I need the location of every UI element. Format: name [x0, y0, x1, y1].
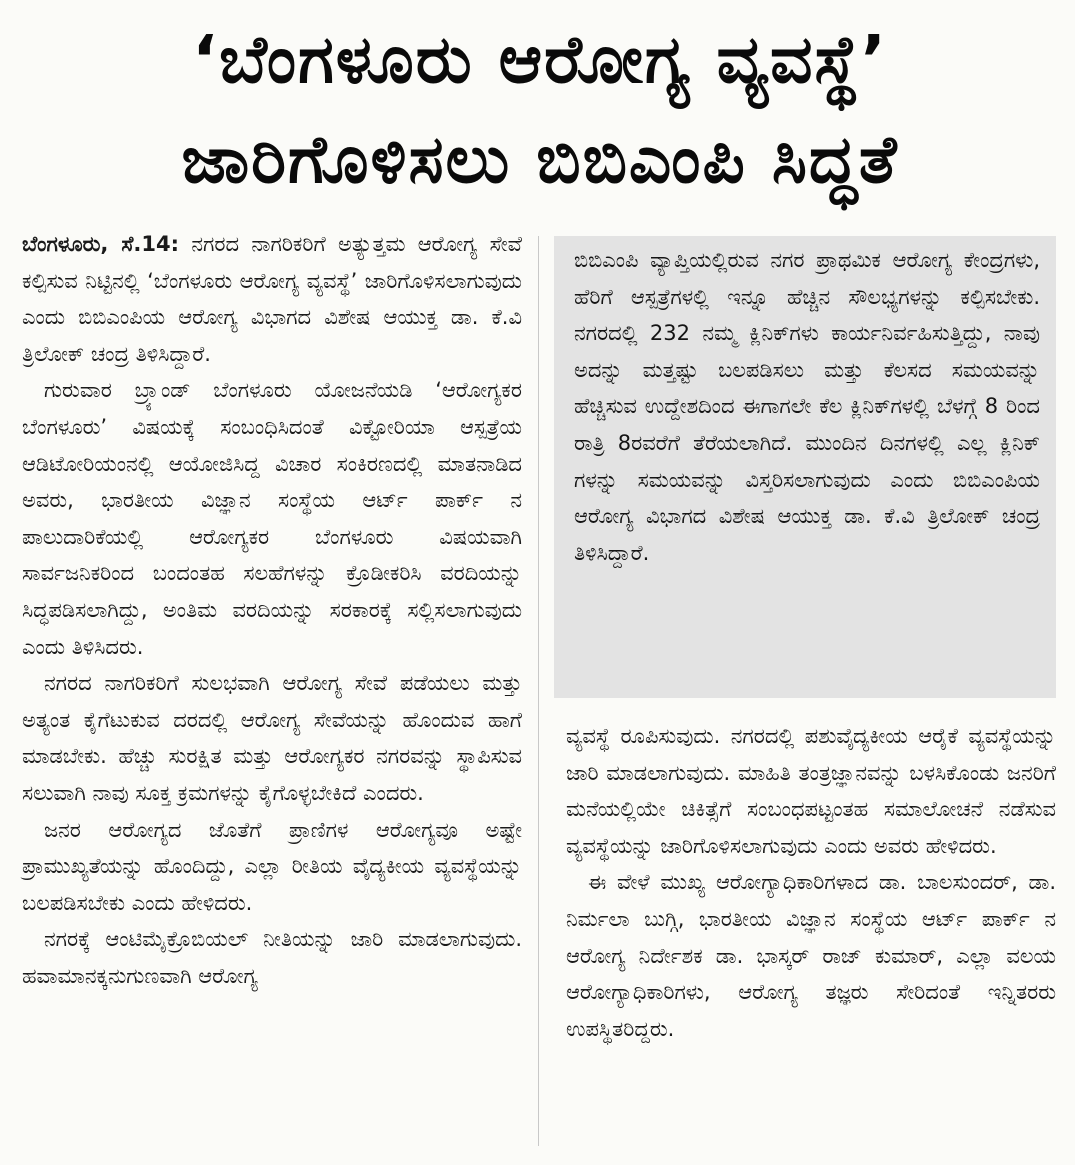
right-column [566, 718, 1056, 1047]
headline-line-1: ‘ಬೆಂಗಳೂರು ಆರೋಗ್ಯ ವ್ಯವಸ್ಥೆ’ [192, 21, 888, 98]
highlight-box-text [574, 242, 1040, 571]
highlight-box [554, 236, 1056, 698]
headline-line-2: ಜಾರಿಗೊಳಿಸಲು ಬಿಬಿಎಂಪಿ ಸಿದ್ಧತೆ [181, 121, 899, 198]
highlight-paragraph: ಬಿಬಿಎಂಪಿ ವ್ಯಾಪ್ತಿಯಲ್ಲಿರುವ ನಗರ ಪ್ರಾಥಮಿಕ ಆರೋಗ್ಯ ಕೇಂದ್ರಗಳು, ಹೆರಿಗೆ ಆಸ್ಪತ್ರೆಗಳಲ್ಲಿ ಇನ್ನೂ ಹೆಚ್ಚಿನ ಸೌಲಭ್ಯಗಳನ್ನು ಕಲ್ಪಿಸಬೇಕು. ನಗರದಲ್ಲಿ 232 ನಮ್ಮ ಕ್ಲಿನಿಕ್‌ಗಳು ಕಾರ್ಯನಿರ್ವಹಿಸುತ್ತಿದ್ದು, ನಾವು ಅದನ್ನು ಮತ್ತಷ್ಟು ಬಲಪಡಿಸಲು ಮತ್ತು ಕೆಲಸದ ಸಮಯವನ್ನು ಹೆಚ್ಚಿಸುವ ಉದ್ದೇಶದಿಂದ ಈಗಾಗಲೇ ಕೆಲ ಕ್ಲಿನಿಕ್‌ಗಳಲ್ಲಿ ಬೆಳಗ್ಗೆ 8 ರಿಂದ ರಾತ್ರಿ 8ರವರೆಗೆ ತೆರೆಯಲಾಗಿದೆ. ಮುಂದಿನ ದಿನಗಳಲ್ಲಿ ಎಲ್ಲ ಕ್ಲಿನಿಕ್ ಗಳನ್ನು ಸಮಯವನ್ನು ವಿಸ್ತರಿಸಲಾಗುವುದು ಎಂದು ಬಿಬಿಎಂಪಿಯ ಆರೋಗ್ಯ ವಿಭಾಗದ ವಿಶೇಷ ಆಯುಕ್ತ ಡಾ. ಕೆ.ವಿ ತ್ರಿಲೋಕ್ ಚಂದ್ರ ತಿಳಿಸಿದ್ದಾರೆ. [574, 248, 1040, 565]
left-column [22, 226, 522, 994]
column-divider [538, 236, 539, 1146]
article-paragraph: ಗುರುವಾರ ಬ್ರ್ಯಾಂಡ್ ಬೆಂಗಳೂರು ಯೋಜನೆಯಡಿ ‘ಆರೋಗ್ಯಕರ ಬೆಂಗಳೂರು’ ವಿಷಯಕ್ಕೆ ಸಂಬಂಧಿಸಿದಂತೆ ವಿಕ್ಟೋರಿಯಾ ಆಸ್ಪತ್ರೆಯ ಆಡಿಟೋರಿಯಂನಲ್ಲಿ ಆಯೋಜಿಸಿದ್ದ ವಿಚಾರ ಸಂಕಿರಣದಲ್ಲಿ ಮಾತನಾಡಿದ ಅವರು, ಭಾರತೀಯ ವಿಜ್ಞಾನ ಸಂಸ್ಥೆಯ ಆರ್ಟ್ ಪಾರ್ಕ್ ನ ಪಾಲುದಾರಿಕೆಯಲ್ಲಿ ಆರೋಗ್ಯಕರ ಬೆಂಗಳೂರು ವಿಷಯವಾಗಿ ಸಾರ್ವಜನಿಕರಿಂದ ಬಂದಂತಹ ಸಲಹೆಗಳನ್ನು ಕ್ರೊಡೀಕರಿಸಿ ವರದಿಯನ್ನು ಸಿದ್ಧಪಡಿಸಲಾಗಿದ್ದು, ಅಂತಿಮ ವರದಿಯನ್ನು ಸರಕಾರಕ್ಕೆ ಸಲ್ಲಿಸಲಾಗುವುದು ಎಂದು ತಿಳಿಸಿದರು. [22, 378, 522, 659]
article-paragraph: ಜನರ ಆರೋಗ್ಯದ ಜೊತೆಗೆ ಪ್ರಾಣಿಗಳ ಆರೋಗ್ಯವೂ ಅಷ್ಟೇ ಪ್ರಾಮುಖ್ಯತೆಯನ್ನು ಹೊಂದಿದ್ದು, ಎಲ್ಲಾ ರೀತಿಯ ವೈದ್ಯಕೀಯ ವ್ಯವಸ್ಥೆಯನ್ನು ಬಲಪಡಿಸಬೇಕು ಎಂದು ಹೇಳಿದರು. [22, 817, 522, 915]
article-paragraph: ನಗರಕ್ಕೆ ಆಂಟಿಮೈಕ್ರೊಬಿಯಲ್ ನೀತಿಯನ್ನು ಜಾರಿ ಮಾಡಲಾಗುವುದು. ಹವಾಮಾನಕ್ಕನುಗುಣವಾಗಿ ಆರೋಗ್ಯ [22, 927, 522, 988]
article-paragraph: ಈ ವೇಳೆ ಮುಖ್ಯ ಆರೋಗ್ಯಾಧಿಕಾರಿಗಳಾದ ಡಾ. ಬಾಲಸುಂದರ್, ಡಾ. ನಿರ್ಮಲಾ ಬುಗ್ಗಿ, ಭಾರತೀಯ ವಿಜ್ಞಾನ ಸಂಸ್ಥೆಯ ಆರ್ಟ್ ಪಾರ್ಕ್ ನ ಆರೋಗ್ಯ ನಿರ್ದೇಶಕ ಡಾ. ಭಾಸ್ಕರ್ ರಾಜ್ ಕುಮಾರ್, ಎಲ್ಲಾ ವಲಯ ಆರೋಗ್ಯಾಧಿಕಾರಿಗಳು, ಆರೋಗ್ಯ ತಜ್ಞರು ಸೇರಿದಂತೆ ಇನ್ನಿತರರು ಉಪಸ್ಥಿತರಿದ್ದರು. [566, 870, 1056, 1041]
article-paragraph: ನಗರದ ನಾಗರಿಕರಿಗೆ ಸುಲಭವಾಗಿ ಆರೋಗ್ಯ ಸೇವೆ ಪಡೆಯಲು ಮತ್ತು ಅತ್ಯಂತ ಕೈಗೆಟುಕುವ ದರದಲ್ಲಿ ಆರೋಗ್ಯ ಸೇವೆಯನ್ನು ಹೊಂದುವ ಹಾಗೆ ಮಾಡಬೇಕು. ಹೆಚ್ಚು ಸುರಕ್ಷಿತ ಮತ್ತು ಆರೋಗ್ಯಕರ ನಗರವನ್ನು ಸ್ಥಾಪಿಸುವ ಸಲುವಾಗಿ ನಾವು ಸೂಕ್ತ ಕ್ರಮಗಳನ್ನು ಕೈಗೊಳ್ಳಬೇಕಿದೆ ಎಂದರು. [22, 671, 522, 805]
dateline: ಬೆಂಗಳೂರು, ಸೆ.14: [22, 232, 179, 256]
paragraph-text: ನಗರದ ನಾಗರಿಕರಿಗೆ ಅತ್ಯುತ್ತಮ ಆರೋಗ್ಯ ಸೇವೆ ಕಲ್ಪಿಸುವ ನಿಟ್ಟಿನಲ್ಲಿ ‘ಬೆಂಗಳೂರು ಆರೋಗ್ಯ ವ್ಯವಸ್ಥೆ’ ಜಾರಿಗೊಳಿಸಲಾಗುವುದು ಎಂದು ಬಿಬಿಎಂಪಿಯ ಆರೋಗ್ಯ ವಿಭಾಗದ ವಿಶೇಷ ಆಯುಕ್ತ ಡಾ. ಕೆ.ವಿ ತ್ರಿಲೋಕ್ ಚಂದ್ರ ತಿಳಿಸಿದ್ದಾರೆ. [22, 232, 522, 366]
article-paragraph: ವ್ಯವಸ್ಥೆ ರೂಪಿಸುವುದು. ನಗರದಲ್ಲಿ ಪಶುವೈದ್ಯಕೀಯ ಆರೈಕೆ ವ್ಯವಸ್ಥೆಯನ್ನು ಜಾರಿ ಮಾಡಲಾಗುವುದು. ಮಾಹಿತಿ ತಂತ್ರಜ್ಞಾನವನ್ನು ಬಳಸಿಕೊಂಡು ಜನರಿಗೆ ಮನೆಯಲ್ಲಿಯೇ ಚಿಕಿತ್ಸೆಗೆ ಸಂಬಂಧಪಟ್ಟಂತಹ ಸಮಾಲೋಚನೆ ನಡೆಸುವ ವ್ಯವಸ್ಥೆಯನ್ನು ಜಾರಿಗೊಳಿಸಲಾಗುವುದು ಎಂದು ಅವರು ಹೇಳಿದರು. [566, 724, 1056, 858]
article-paragraph [22, 226, 522, 372]
